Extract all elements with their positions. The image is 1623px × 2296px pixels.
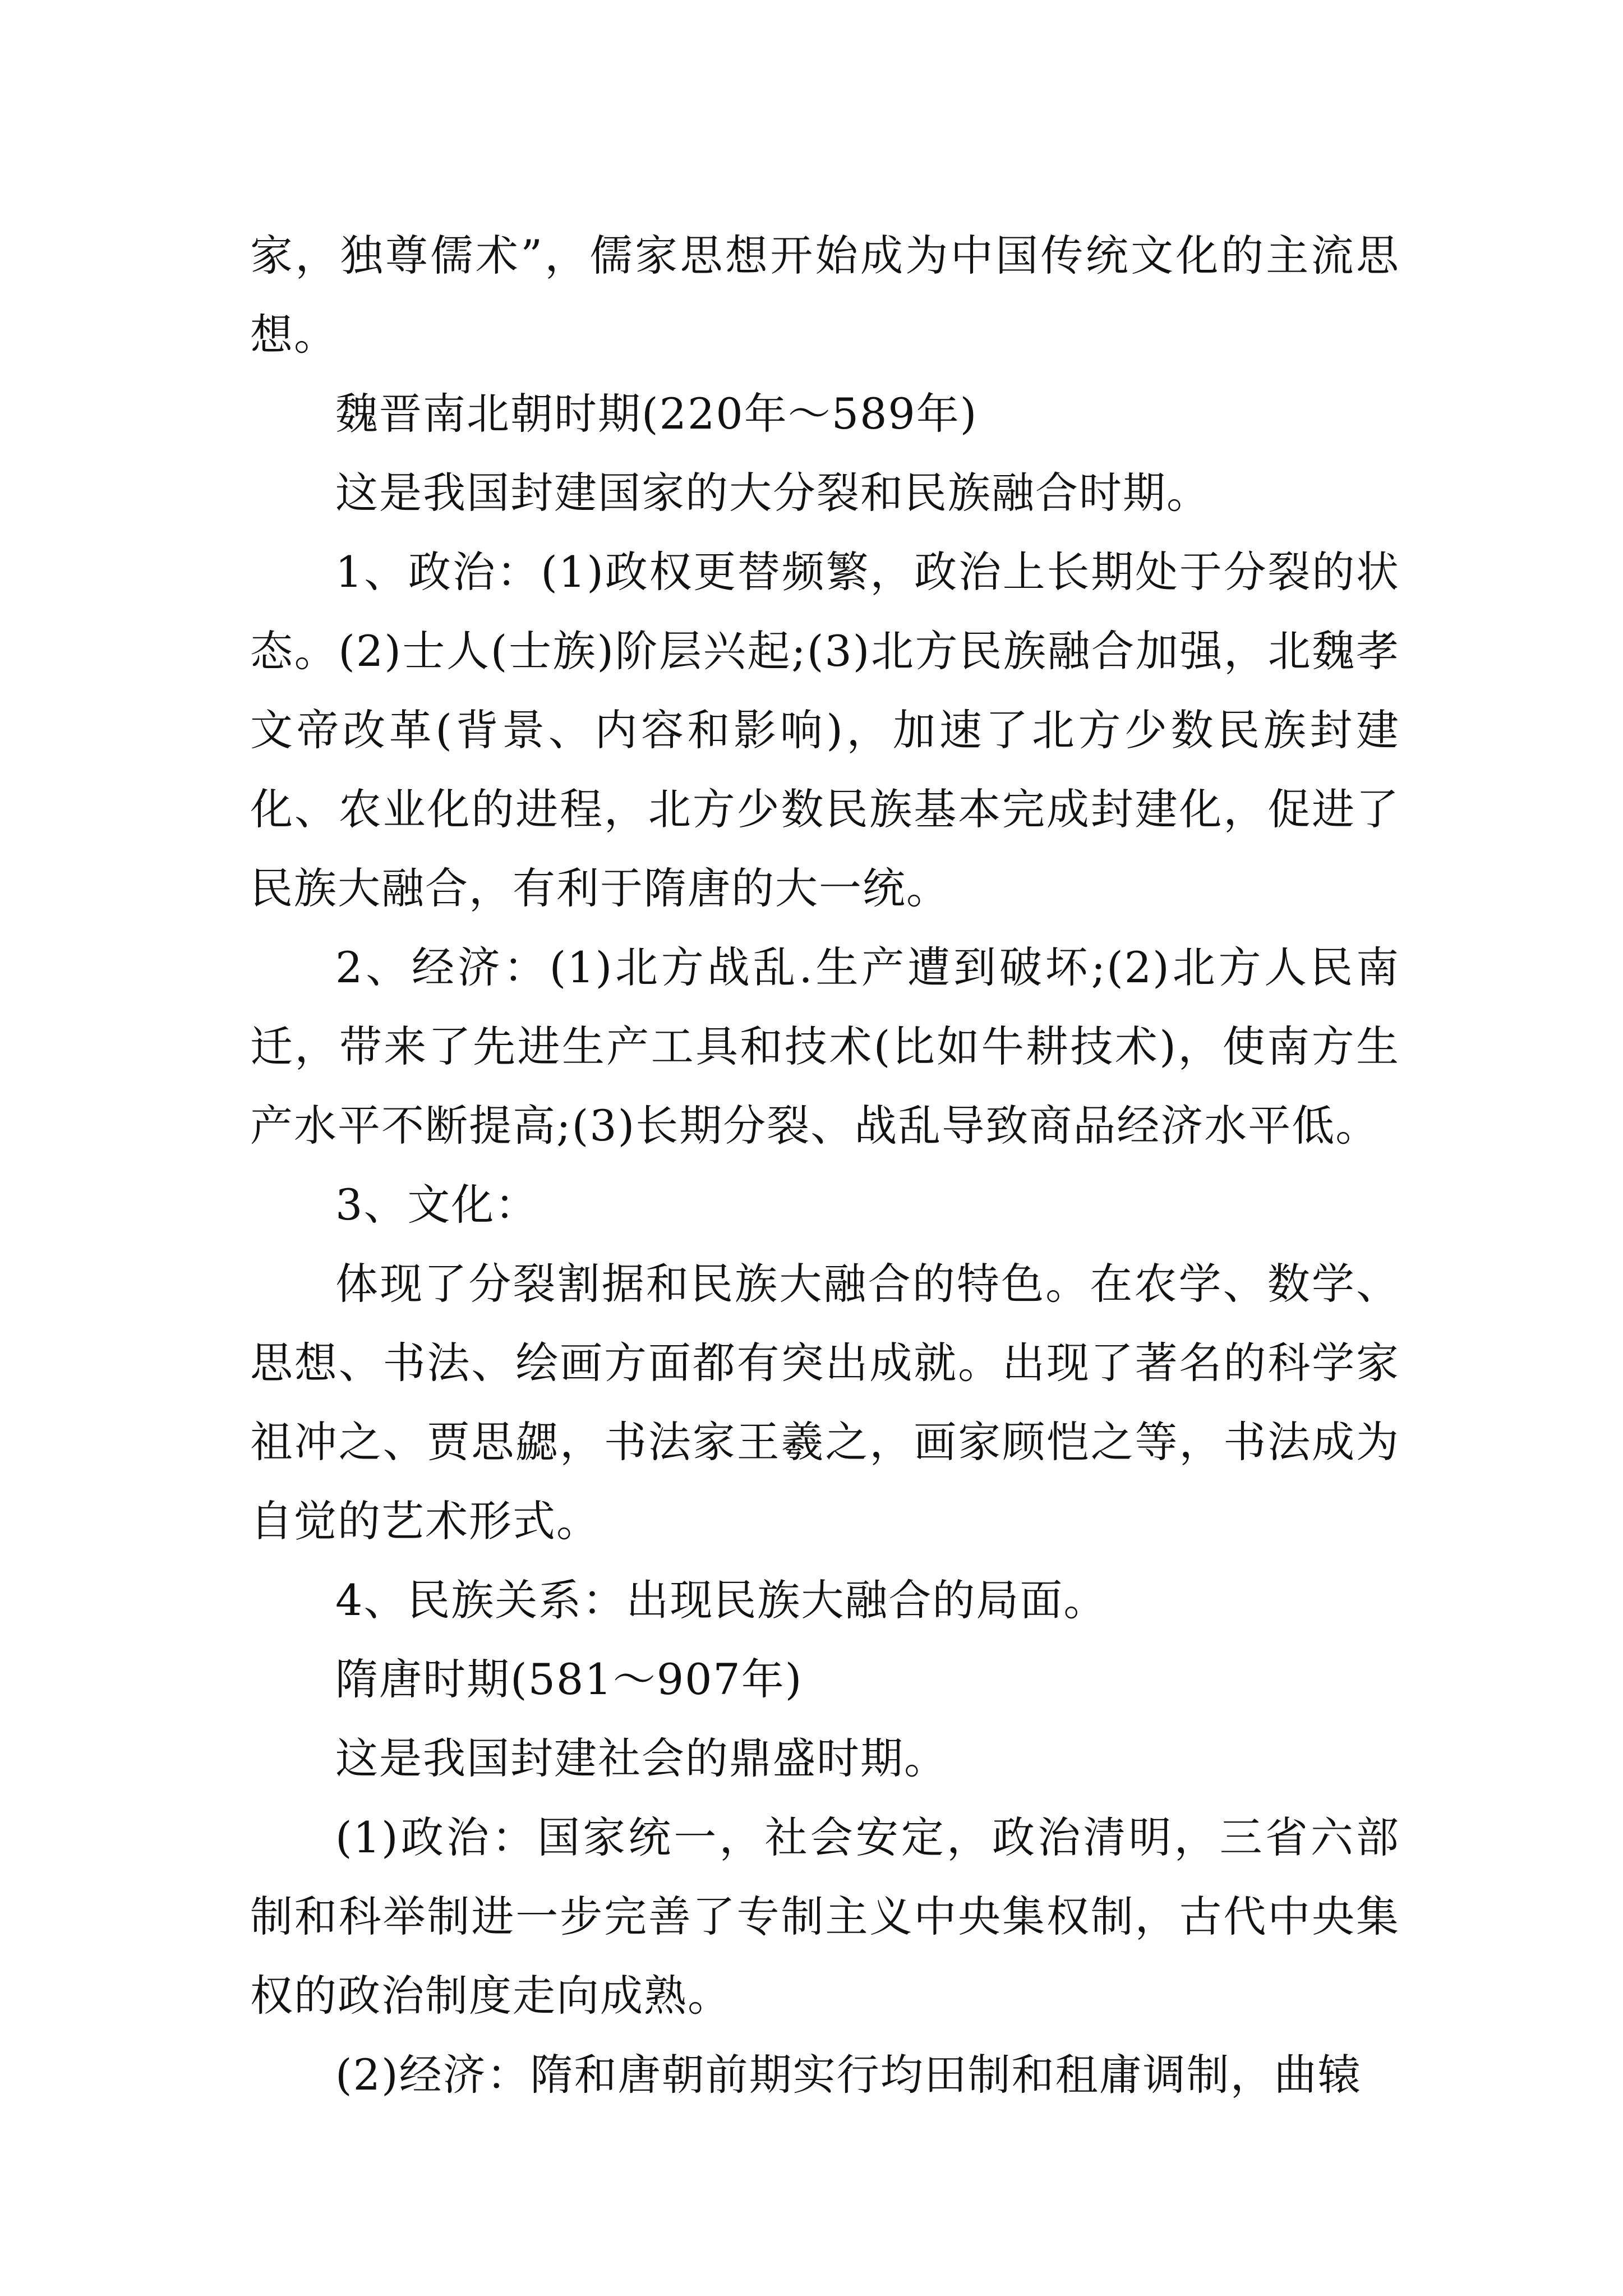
paragraph-continuation: 家，独尊儒术”，儒家思想开始成为中国传统文化的主流思想。 — [250, 231, 1400, 360]
paragraph-ethnic-relations: 4、民族关系：出现民族大融合的局面。 — [335, 1575, 1108, 1625]
paragraph-intro-wei-jin: 这是我国封建国家的大分裂和民族融合时期。 — [335, 468, 1210, 518]
document-body — [250, 216, 1400, 2114]
paragraph-intro-sui-tang: 这是我国封建社会的鼎盛时期。 — [335, 1733, 948, 1783]
section-heading-wei-jin: 魏晋南北朝时期(220年～589年) — [335, 389, 978, 439]
paragraph-culture-heading: 3、文化： — [335, 1180, 539, 1230]
paragraph-politics: 1、政治：(1)政权更替频繁，政治上长期处于分裂的状态。(2)士人(士族)阶层兴起;(3)北方民族融合加强，北魏孝文帝改革(背景、内容和影响)，加速了北方少数民族封建化、农业化的进程，北方少数民族基本完成封建化，促进了民族大融合，有利于隋唐的大一统。 — [250, 547, 1400, 913]
paragraph-sui-tang-economy: (2)经济：隋和唐朝前期实行均田制和租庸调制，曲辕 — [335, 2050, 1362, 2100]
section-heading-sui-tang: 隋唐时期(581～907年) — [335, 1654, 803, 1704]
paragraph-sui-tang-politics: (1)政治：国家统一，社会安定，政治清明，三省六部制和科举制进一步完善了专制主义中央集权制，古代中央集权的政治制度走向成熟。 — [250, 1812, 1400, 2021]
paragraph-culture: 体现了分裂割据和民族大融合的特色。在农学、数学、思想、书法、绘画方面都有突出成就。出现了著名的科学家祖冲之、贾思勰，书法家王羲之，画家顾恺之等，书法成为自觉的艺术形式。 — [250, 1259, 1400, 1546]
paragraph-economy: 2、经济：(1)北方战乱.生产遭到破坏;(2)北方人民南迁，带来了先进生产工具和技术(比如牛耕技术)，使南方生产水平不断提高;(3)长期分裂、战乱导致商品经济水平低。 — [250, 942, 1400, 1151]
